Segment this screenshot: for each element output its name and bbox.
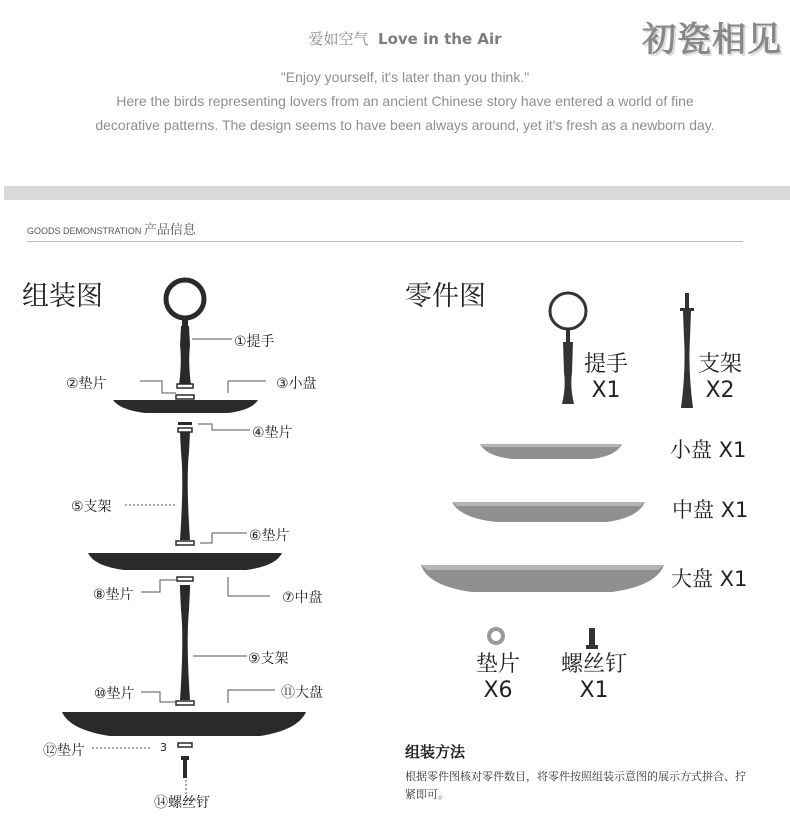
part-screw-qty: X1 [579, 678, 609, 703]
assembly-method-text: 根据零件图核对零件数目，将零件按照组装示意图的展示方式拼合、拧紧即可。 [405, 770, 746, 801]
part-small-plate-illustration [480, 444, 622, 459]
label-medium-plate: ⑦中盘 [282, 590, 323, 606]
part-washer-name: 垫片 [476, 652, 521, 677]
part-handle-qty: X1 [591, 378, 621, 403]
part-large-plate-illustration [421, 565, 664, 592]
label-large-plate: ⑪大盘 [281, 685, 323, 701]
part-handle-name: 提手 [584, 352, 629, 377]
label-stand-5: ⑤支架 [71, 499, 112, 515]
label-stand-9: ⑨支架 [248, 651, 289, 667]
label-mark-3: 3 [160, 741, 167, 754]
part-washer-qty: X6 [483, 678, 513, 703]
part-screw-illustration [586, 628, 598, 649]
part-stand-label [698, 352, 742, 404]
quote-line-2: Here the birds representing lovers from an ancient Chinese story have entered a world of fine [116, 93, 694, 109]
assembly-method-title: 组装方法 [405, 743, 466, 761]
part-stand-illustration [680, 293, 694, 408]
quote-line-3: decorative patterns. The design seems to have been always around, yet it's fresh as a newborn day. [95, 117, 715, 133]
part-screw-name: 螺丝钉 [561, 652, 628, 677]
part-medium-plate-illustration [452, 502, 645, 522]
part-small-plate-label: 小盘 X1 [670, 438, 747, 462]
part-handle-label [584, 352, 628, 404]
collection-title-en: Love in the Air [378, 30, 502, 48]
part-handle-illustration [550, 293, 586, 404]
brand-logo-text: 初瓷相见 [642, 20, 782, 60]
part-washer-illustration [489, 629, 503, 643]
label-washer-2: ②垫片 [66, 376, 107, 392]
part-screw-label [561, 652, 627, 704]
label-screw: ⑭螺丝钉 [154, 795, 210, 811]
section-label-en: GOODS DEMONSTRATION [27, 226, 142, 236]
part-large-plate-label: 大盘 X1 [671, 567, 748, 591]
parts-diagram-title: 零件图 [405, 281, 486, 312]
label-washer-12: ⑫垫片 [43, 743, 85, 759]
collection-title-cn: 爱如空气 [308, 30, 369, 48]
label-small-plate: ③小盘 [276, 376, 317, 392]
label-washer-10: ⑩垫片 [94, 686, 135, 702]
label-washer-6: ⑥垫片 [249, 528, 290, 544]
part-washer-label [476, 652, 520, 704]
label-washer-8: ⑧垫片 [93, 587, 134, 603]
part-stand-qty: X2 [705, 378, 735, 403]
label-washer-4: ④垫片 [252, 425, 293, 441]
part-medium-plate-label: 中盘 X1 [672, 498, 749, 522]
assembly-diagram-title: 组装图 [22, 281, 103, 312]
quote-line-1: "Enjoy yourself, it's later than you think." [280, 69, 530, 85]
label-handle: ①提手 [234, 334, 275, 350]
section-label-cn: 产品信息 [143, 222, 196, 237]
part-stand-name: 支架 [698, 352, 743, 377]
